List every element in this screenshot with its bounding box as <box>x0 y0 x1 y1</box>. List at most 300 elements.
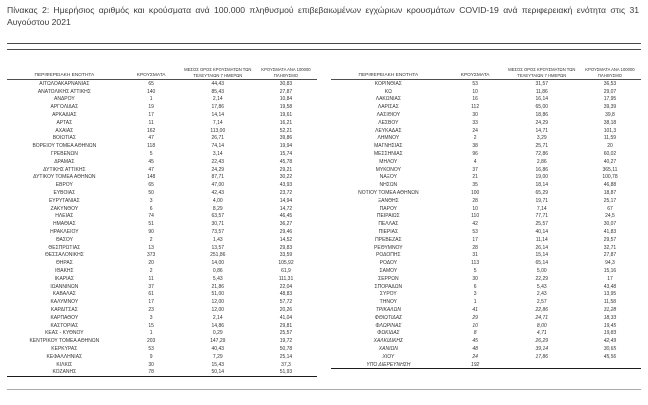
region-name: ΜΕΣΣΗΝΙΑΣ <box>373 151 403 158</box>
avg7-value: 24,29 <box>211 166 225 173</box>
per100k-value: 51,93 <box>279 369 293 376</box>
table-row <box>331 96 641 104</box>
table-header-right <box>331 50 641 80</box>
cases-value: 112 <box>471 104 480 111</box>
avg7-value: 21,86 <box>211 283 225 290</box>
cases-value: 373 <box>146 252 156 259</box>
cases-value: 38 <box>472 143 478 150</box>
covid-table-left <box>7 50 317 377</box>
cases-value: 65 <box>148 80 154 87</box>
avg7-value: 17,86 <box>211 104 225 111</box>
avg7-value: 12,00 <box>211 299 225 306</box>
region-name: ΠΕΛΛΑΣ <box>378 221 399 228</box>
avg7-value: 3,14 <box>212 151 223 158</box>
per100k-value: 11,58 <box>603 299 617 306</box>
per100k-value: 14,94 <box>279 197 293 204</box>
table-row <box>331 80 641 88</box>
cases-value: 30 <box>472 112 478 119</box>
cases-value: 78 <box>148 369 154 376</box>
cases-value: 162 <box>146 127 156 134</box>
region-name: ΛΕΥΚΑΔΑΣ <box>375 127 402 134</box>
region-name: ΡΟΔΟΥ <box>379 260 398 267</box>
cases-value: 148 <box>146 174 156 181</box>
per100k-value: 22,04 <box>279 283 293 290</box>
avg7-value: 251,86 <box>210 252 226 259</box>
cases-value: 53 <box>148 345 154 352</box>
table-row <box>7 174 317 182</box>
cases-value: 35 <box>472 182 478 189</box>
table-row <box>7 252 317 260</box>
avg7-value: 2,43 <box>536 291 547 298</box>
avg7-value: 26,71 <box>211 135 225 142</box>
region-name: ΥΠΟ ΔΙΕΡΕΥΝΗΣΗ <box>366 361 411 368</box>
table-row <box>7 236 317 244</box>
table-row <box>331 252 641 260</box>
avg7-value: 65,14 <box>535 260 549 267</box>
avg7-value: 39,14 <box>535 345 549 352</box>
cases-value: 17 <box>148 299 154 306</box>
avg7-value: 16,14 <box>535 96 549 103</box>
per100k-value: 25,14 <box>279 353 293 360</box>
cases-value: 1 <box>473 299 477 306</box>
per100k-value: 16,21 <box>279 119 293 126</box>
avg7-value: 4,00 <box>212 197 223 204</box>
cases-value: 47 <box>148 135 154 142</box>
table-row <box>331 205 641 213</box>
cases-value: 20 <box>148 260 154 267</box>
table-row <box>7 181 317 189</box>
column-header-region: ΠΕΡΙΦΕΡΕΙΑΚΗ ΕΝΟΤΗΤΑ <box>358 72 419 78</box>
avg7-value: 26,29 <box>535 338 549 345</box>
per100k-value: 25,17 <box>603 197 617 204</box>
cases-value: 8 <box>473 330 477 337</box>
per100k-value: 14,52 <box>279 236 293 243</box>
table-row <box>331 275 641 283</box>
table-row <box>7 337 317 345</box>
avg7-value: 0,86 <box>212 268 223 275</box>
region-name: ΕΥΒΟΙΑΣ <box>53 190 76 197</box>
table-row <box>7 259 317 267</box>
avg7-value: 12,00 <box>211 307 225 313</box>
per100k-value: 57,72 <box>279 299 293 306</box>
cases-value: 100 <box>470 190 480 197</box>
region-name: ΚΑΛΥΜΝΟΥ <box>50 299 79 306</box>
region-name: ΛΗΜΝΟΥ <box>377 135 400 142</box>
column-header-avg7: ΜΕΣΟΣ ΟΡΟΣ ΚΡΟΥΣΜΑΤΩΝ ΤΩΝ ΤΕΛΕΥΤΑΙΩΝ 7 ΗΜΕΡΩΝ <box>184 67 252 78</box>
region-name: ΗΛΕΙΑΣ <box>55 213 74 220</box>
cases-value: 9 <box>149 353 153 360</box>
table-header-left <box>7 50 317 80</box>
avg7-value: 3,29 <box>536 135 547 142</box>
per100k-value: 40,27 <box>603 158 617 165</box>
cases-value: 45 <box>472 338 478 345</box>
avg7-value: 2,57 <box>536 299 547 306</box>
table-row <box>7 119 317 127</box>
region-name: ΑΙΤΩΛΟΑΚΑΡΝΑΝΙΑΣ <box>39 80 90 87</box>
cases-value: 30 <box>148 361 154 368</box>
cases-value: 11 <box>148 119 154 126</box>
table-row <box>331 337 641 345</box>
avg7-value: 22,29 <box>535 275 549 282</box>
avg7-value: 7,29 <box>212 353 223 360</box>
table-row <box>7 330 317 338</box>
per100k-value: 27,87 <box>603 252 617 259</box>
avg7-value: 2,14 <box>212 314 223 321</box>
avg7-value: 16,86 <box>535 166 549 173</box>
region-name: ΣΑΜΟΥ <box>379 268 398 275</box>
covid-table-right <box>331 50 641 369</box>
region-name: ΜΥΚΟΝΟΥ <box>375 166 401 173</box>
cases-value: 13 <box>148 244 154 251</box>
avg7-value: 40,43 <box>211 345 225 352</box>
per100k-value: 39,39 <box>603 104 617 111</box>
cases-value: 192 <box>470 361 480 368</box>
avg7-value: 7,14 <box>536 205 547 212</box>
table-row <box>7 345 317 353</box>
region-name: ΚΑΡΠΑΘΟΥ <box>50 314 79 321</box>
table-row <box>331 135 641 143</box>
table-row <box>331 103 641 111</box>
per100k-value: 17 <box>607 275 613 282</box>
region-name: ΑΝΔΡΟΥ <box>54 96 75 103</box>
region-name: ΣΥΡΟΥ <box>379 291 397 298</box>
cases-value: 53 <box>472 80 478 87</box>
table-body-left <box>7 80 317 377</box>
cases-value: 23 <box>148 307 154 313</box>
tables-container <box>7 50 641 377</box>
cases-value: 42 <box>472 221 478 228</box>
per100k-value: 30,07 <box>603 221 617 228</box>
table-row <box>331 298 641 306</box>
table-row <box>331 111 641 119</box>
region-name: ΜΑΓΝΗΣΙΑΣ <box>374 143 403 150</box>
table-row <box>7 322 317 330</box>
avg7-value: 50,14 <box>211 369 225 376</box>
column-header-per100k: ΚΡΟΥΣΜΑΤΑ ΑΝΑ 100000 ΠΛΗΘΥΣΜΟ <box>261 67 311 78</box>
region-name: ΜΗΛΟΥ <box>379 158 398 165</box>
region-name: ΚΕΝΤΡΙΚΟΥ ΤΟΜΕΑ ΑΘΗΝΩΝ <box>29 338 100 345</box>
region-name: ΚΑΒΑΛΑΣ <box>52 291 76 298</box>
cases-value: 96 <box>472 151 478 158</box>
table-row <box>331 322 641 330</box>
region-name: ΠΡΕΒΕΖΑΣ <box>375 236 402 243</box>
cases-value: 48 <box>472 345 478 352</box>
region-name: ΦΘΙΩΤΙΔΑΣ <box>374 314 403 321</box>
cases-value: 10 <box>472 88 478 95</box>
avg7-value: 113,00 <box>210 127 226 134</box>
per100k-value: 19,61 <box>279 112 293 119</box>
table-row <box>7 361 317 369</box>
per100k-value: 29,07 <box>603 88 617 95</box>
table-row <box>331 213 641 221</box>
region-name: ΣΕΡΡΩΝ <box>378 275 399 282</box>
column-header-region: ΠΕΡΙΦΕΡΕΙΑΚΗ ΕΝΟΤΗΤΑ <box>34 72 95 78</box>
region-name: ΚΑΣΤΟΡΙΑΣ <box>50 322 79 329</box>
region-name: ΘΑΣΟΥ <box>55 236 73 243</box>
table-row <box>331 267 641 275</box>
per100k-value: 60,02 <box>603 151 617 158</box>
per100k-value: 41,04 <box>279 314 293 321</box>
top-double-rule <box>7 43 641 50</box>
cases-value: 110 <box>471 213 480 220</box>
avg7-value: 87,71 <box>211 174 225 181</box>
region-name: ΔΥΤΙΚΗΣ ΑΤΤΙΚΗΣ <box>43 166 86 173</box>
table-row <box>7 103 317 111</box>
avg7-value: 63,57 <box>211 213 225 220</box>
cases-value: 31 <box>472 252 478 259</box>
region-name: ΖΑΚΥΝΘΟΥ <box>50 205 79 212</box>
cases-value: 47 <box>148 166 154 173</box>
cases-value: 45 <box>148 158 154 165</box>
per100k-value: 18,33 <box>603 314 617 321</box>
avg7-value: 40,14 <box>535 229 549 236</box>
table-row <box>7 298 317 306</box>
per100k-value: 20,26 <box>279 307 293 313</box>
table-row <box>7 189 317 197</box>
cases-value: 1 <box>149 330 153 337</box>
table-row <box>7 80 317 88</box>
per100k-value: 39,8 <box>605 112 615 119</box>
avg7-value: 31,57 <box>535 80 549 87</box>
per100k-value: 19,94 <box>279 143 293 150</box>
cases-value: 2 <box>149 268 153 275</box>
region-name: ΑΝΑΤΟΛΙΚΗΣ ΑΤΤΙΚΗΣ <box>37 88 91 95</box>
cases-value: 37 <box>472 166 478 173</box>
cases-value: 74 <box>148 213 154 220</box>
cases-value: 2 <box>473 135 477 142</box>
region-name: ΤΡΙΚΑΛΩΝ <box>375 307 401 313</box>
per100k-value: 29,21 <box>279 166 293 173</box>
region-name: ΚΙΛΚΙΣ <box>56 361 73 368</box>
avg7-value: 8,29 <box>212 205 223 212</box>
cases-value: 118 <box>147 143 156 150</box>
avg7-value: 147,29 <box>210 338 226 345</box>
cases-value: 140 <box>146 88 156 95</box>
region-name: ΘΗΡΑΣ <box>55 260 73 267</box>
cases-value: 5 <box>149 151 153 158</box>
per100k-value: 111,31 <box>278 275 294 282</box>
avg7-value: 73,57 <box>211 229 225 236</box>
avg7-value: 77,71 <box>535 213 549 220</box>
cases-value: 33 <box>472 119 478 126</box>
cases-value: 30 <box>472 275 478 282</box>
avg7-value: 22,86 <box>535 307 549 313</box>
avg7-value: 22,43 <box>211 158 225 165</box>
per100k-value: 365,11 <box>602 166 618 173</box>
region-name: ΤΗΝΟΥ <box>379 299 398 306</box>
region-name: ΛΑΡΙΣΑΣ <box>377 104 399 111</box>
region-name: ΕΒΡΟΥ <box>55 182 73 189</box>
per100k-value: 13,95 <box>603 291 617 298</box>
column-header-per100k: ΚΡΟΥΣΜΑΤΑ ΑΝΑ 100000 ΠΛΗΘΥΣΜΟ <box>585 67 635 78</box>
per100k-value: 50,78 <box>279 345 293 352</box>
avg7-value: 26,14 <box>535 244 549 251</box>
table-row <box>331 150 641 158</box>
column-header-cases: ΚΡΟΥΣΜΑΤΑ <box>460 72 490 78</box>
cases-value: 24 <box>472 353 478 360</box>
region-name: ΛΑΣΙΘΙΟΥ <box>376 112 401 119</box>
table-row <box>331 306 641 314</box>
per100k-value: 20 <box>607 143 613 150</box>
per100k-value: 48,83 <box>279 291 293 298</box>
avg7-value: 8,00 <box>536 322 547 329</box>
table-row <box>7 166 317 174</box>
region-name: ΕΥΡΥΤΑΝΙΑΣ <box>48 197 80 204</box>
per100k-value: 30,22 <box>279 174 293 181</box>
avg7-value: 24,71 <box>535 314 549 321</box>
per100k-value: 10,84 <box>279 96 293 103</box>
table-row <box>331 197 641 205</box>
per100k-value: 37,3 <box>281 361 291 368</box>
cases-value: 28 <box>472 197 478 204</box>
region-name: ΚΟΖΑΝΗΣ <box>52 369 77 376</box>
region-name: ΡΟΔΟΠΗΣ <box>376 252 401 259</box>
region-name: ΞΑΝΘΗΣ <box>377 197 399 204</box>
table-row <box>7 353 317 361</box>
cases-value: 5 <box>473 268 477 275</box>
avg7-value: 5,43 <box>212 275 223 282</box>
table-row <box>7 111 317 119</box>
region-name: ΘΕΣΠΡΩΤΙΑΣ <box>48 244 81 251</box>
table-row <box>7 228 317 236</box>
cases-value: 6 <box>473 283 477 290</box>
region-name: ΧΙΟΥ <box>382 353 395 360</box>
per100k-value: 39,86 <box>279 135 293 142</box>
region-name: ΣΠΟΡΑΔΩΝ <box>374 283 403 290</box>
per100k-value: 33,59 <box>279 252 293 259</box>
region-name: ΠΑΡΟΥ <box>379 205 398 212</box>
per100k-value: 41,83 <box>603 229 617 236</box>
region-name: ΔΥΤΙΚΟΥ ΤΟΜΕΑ ΑΘΗΝΩΝ <box>33 174 96 181</box>
avg7-value: 47,00 <box>211 182 225 189</box>
cases-value: 28 <box>472 244 478 251</box>
table-row <box>7 197 317 205</box>
avg7-value: 25,57 <box>535 221 549 228</box>
avg7-value: 65,29 <box>535 190 549 197</box>
cases-value: 53 <box>472 229 478 236</box>
avg7-value: 85,43 <box>211 88 225 95</box>
per100k-value: 29,57 <box>603 236 617 243</box>
avg7-value: 5,43 <box>536 283 547 290</box>
region-name: ΛΕΣΒΟΥ <box>378 119 399 126</box>
region-name: ΔΡΑΜΑΣ <box>54 158 75 165</box>
table-row <box>7 158 317 166</box>
cases-value: 113 <box>471 260 480 267</box>
cases-value: 17 <box>472 236 478 243</box>
avg7-value: 4,71 <box>536 330 547 337</box>
cases-value: 61 <box>148 291 154 298</box>
region-name: ΧΑΝΙΩΝ <box>378 345 398 352</box>
table-row <box>7 368 317 376</box>
region-name: ΘΕΣΣΑΛΟΝΙΚΗΣ <box>44 252 84 259</box>
table-body-right <box>331 80 641 369</box>
avg7-value: 74,14 <box>211 143 225 150</box>
cases-value: 41 <box>472 307 478 313</box>
avg7-value: 1,43 <box>212 236 223 243</box>
region-name: ΚΕΑΣ - ΚΥΘΝΟΥ <box>45 330 84 337</box>
per100k-value: 43,48 <box>603 283 617 290</box>
avg7-value: 14,71 <box>535 127 549 134</box>
region-name: ΚΑΡΔΙΤΣΑΣ <box>50 307 78 313</box>
per100k-value: 46,88 <box>603 182 617 189</box>
table-row <box>7 267 317 275</box>
cases-value: 21 <box>472 174 478 181</box>
per100k-value: 100,78 <box>602 174 618 181</box>
region-name: ΑΡΤΑΣ <box>56 119 73 126</box>
table-row <box>7 96 317 104</box>
table-row <box>331 330 641 338</box>
table-row <box>331 259 641 267</box>
avg7-value: 51,00 <box>211 291 225 298</box>
region-name: ΒΟΡΕΙΟΥ ΤΟΜΕΑ ΑΘΗΝΩΝ <box>32 143 97 150</box>
table-row <box>7 220 317 228</box>
cases-value: 203 <box>146 338 156 345</box>
cases-value: 29 <box>472 314 478 321</box>
table-row <box>7 306 317 314</box>
avg7-value: 18,86 <box>535 112 549 119</box>
per100k-value: 27,87 <box>279 88 293 95</box>
per100k-value: 19,83 <box>603 330 617 337</box>
avg7-value: 15,14 <box>535 252 549 259</box>
table-row <box>331 361 641 369</box>
table-row <box>331 158 641 166</box>
region-name: ΧΑΛΚΙΔΙΚΗΣ <box>373 338 404 345</box>
per100k-value: 31,28 <box>603 307 617 313</box>
table-row <box>331 220 641 228</box>
table-row <box>331 291 641 299</box>
per100k-value: 19,58 <box>279 104 293 111</box>
avg7-value: 65,00 <box>535 104 549 111</box>
cases-value: 6 <box>149 205 153 212</box>
per100k-value: 15,16 <box>603 268 617 275</box>
per100k-value: 11,59 <box>603 135 617 142</box>
avg7-value: 0,29 <box>212 330 223 337</box>
table-row <box>331 314 641 322</box>
cases-value: 24 <box>472 127 478 134</box>
table-row <box>7 314 317 322</box>
region-name: ΙΩΑΝΝΙΝΩΝ <box>50 283 79 290</box>
table-row <box>7 283 317 291</box>
per100k-value: 46,45 <box>279 213 293 220</box>
cases-value: 10 <box>472 322 478 329</box>
avg7-value: 72,86 <box>535 151 549 158</box>
table-row <box>331 353 641 361</box>
per100k-value: 30,65 <box>603 345 617 352</box>
per100k-value: 105,92 <box>278 260 294 267</box>
avg7-value: 19,71 <box>535 197 549 204</box>
avg7-value: 17,86 <box>535 353 549 360</box>
region-name: ΒΟΙΩΤΙΑΣ <box>52 135 76 142</box>
cases-value: 3 <box>473 291 477 298</box>
region-name: ΠΙΕΡΙΑΣ <box>378 229 399 236</box>
region-name: ΝΑΞΟΥ <box>379 174 397 181</box>
region-name: ΙΘΑΚΗΣ <box>55 268 74 275</box>
per100k-value: 45,56 <box>603 353 617 360</box>
region-name: ΑΡΓΟΛΙΔΑΣ <box>50 104 79 111</box>
avg7-value: 14,86 <box>211 322 225 329</box>
per100k-value: 36,27 <box>279 221 293 228</box>
avg7-value: 42,43 <box>211 190 225 197</box>
cases-value: 50 <box>148 190 154 197</box>
avg7-value: 18,14 <box>535 182 549 189</box>
region-name: ΡΕΘΥΜΝΟΥ <box>374 244 403 251</box>
cases-value: 17 <box>148 112 154 119</box>
table-row <box>331 189 641 197</box>
table-row <box>7 244 317 252</box>
avg7-value: 5,00 <box>536 268 547 275</box>
per100k-value: 42,49 <box>603 338 617 345</box>
cases-value: 3 <box>149 197 153 204</box>
